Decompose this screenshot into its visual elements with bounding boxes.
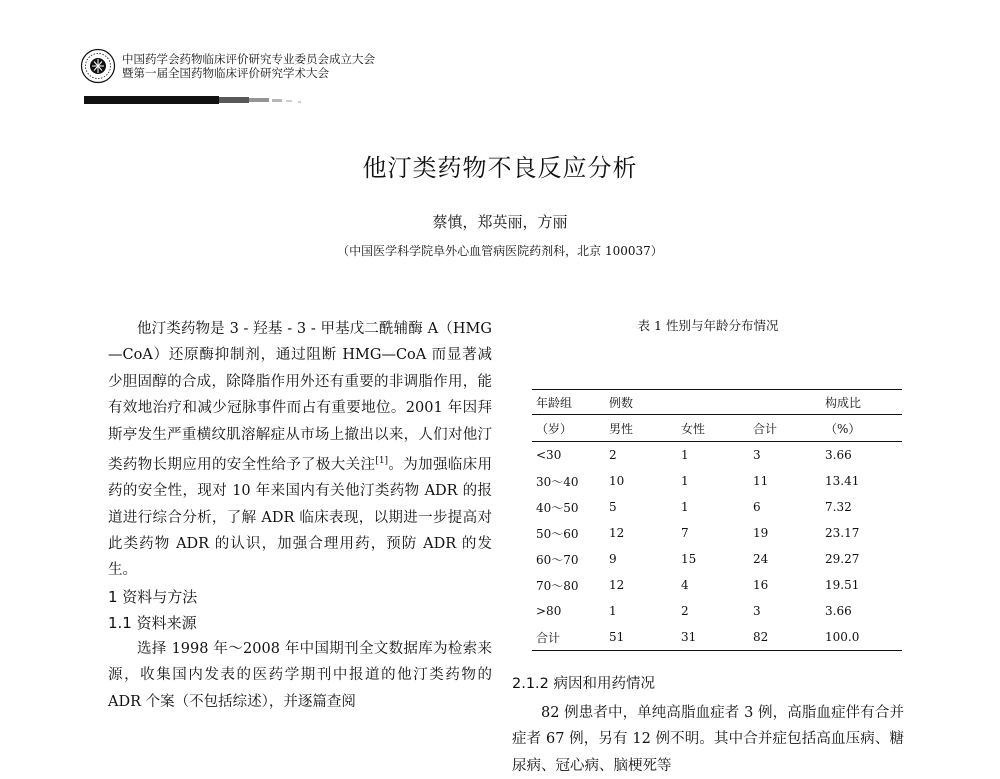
table-row bbox=[532, 468, 902, 494]
table-total-row bbox=[532, 624, 902, 651]
table-cell: 70～80 bbox=[536, 578, 579, 593]
table-cell: 合计 bbox=[532, 624, 609, 651]
table-cell: 29.27 bbox=[825, 552, 860, 566]
table-cell: 12 bbox=[609, 526, 625, 540]
table-cell: 9 bbox=[609, 552, 617, 566]
table-cell: 1 bbox=[681, 500, 689, 514]
intro-text: 他汀类药物是 3 - 羟基 - 3 - 甲基戊二酰辅酶 A（HMG—CoA）还原酶抑制剂，通过阻断 HMG—CoA 而显著减少胆固醇的合成，除降脂作用外还有重要的非调脂作用，能有效地治疗和减少冠脉事件而占有重要地位。2001 年因拜斯亭发生严重横纹肌溶解症从市场上撤出以来，人们对他汀类药物长期应用的安全性给予了极大关注 bbox=[108, 321, 492, 473]
sources-paragraph: 选择 1998 年～2008 年中国期刊全文数据库为检索来源，收集国内发表的医药学期刊中报道的他汀类药物的 ADR 个案（不包括综述），并逐篇查阅 bbox=[108, 640, 492, 710]
section-heading-2-1-2: 2.1.2 病因和用药情况 bbox=[512, 676, 656, 692]
table-cell: 7 bbox=[681, 526, 689, 540]
conference-title bbox=[122, 52, 502, 80]
table-cell: >80 bbox=[536, 604, 562, 618]
table-header-cell: 合计 bbox=[753, 415, 825, 442]
table-row bbox=[532, 520, 902, 546]
table-cell: 10 bbox=[609, 474, 625, 488]
etiology-paragraph: 82 例患者中，单纯高脂血症者 3 例，高脂血症伴有合并症者 67 例，另有 12 例不明。其中合并症包括高血压病、糖尿病、冠心病、脑梗死等 bbox=[512, 705, 904, 774]
table-cell: 11 bbox=[753, 474, 769, 488]
table-cell: 23.17 bbox=[825, 526, 860, 540]
table-row bbox=[532, 546, 902, 572]
conference-line-1: 中国药学会药物临床评价研究专业委员会成立大会 bbox=[122, 52, 375, 66]
table-cell: 30～40 bbox=[536, 474, 579, 489]
article-authors: 蔡慎，郑英丽，方丽 bbox=[432, 213, 568, 231]
table-header-cell: 年龄组 bbox=[532, 390, 609, 415]
age-sex-table bbox=[532, 389, 902, 651]
author-affiliation: （中国医学科学院阜外心血管病医院药剂科，北京 100037） bbox=[337, 244, 663, 258]
table-row bbox=[532, 442, 902, 469]
article-title: 他汀类药物不良反应分析 bbox=[362, 154, 638, 182]
table-cell: <30 bbox=[536, 448, 562, 462]
intro-text-end: 。为加强临床用药的安全性，现对 10 年来国内有关他汀类药物 ADR 的报道进行综合分析，了解 ADR 临床表现，以期进一步提高对此类药物 ADR 的认识，加强合理用药，预防 ADR 的发生。 bbox=[108, 456, 493, 579]
table-cell: 100.0 bbox=[825, 624, 902, 651]
table-cell: 50～60 bbox=[536, 526, 579, 541]
table-cell: 16 bbox=[753, 578, 769, 592]
table-cell: 2 bbox=[681, 604, 689, 618]
intro-paragraph bbox=[108, 316, 492, 584]
table-cell: 2 bbox=[609, 448, 617, 462]
table-header-cell: 男性 bbox=[609, 415, 681, 442]
decorative-bar bbox=[84, 96, 314, 105]
table-header-cell: 构成比 bbox=[825, 390, 902, 415]
table-cell: 19 bbox=[753, 526, 769, 540]
table-cell: 1 bbox=[681, 448, 689, 462]
table-cell: 15 bbox=[681, 552, 697, 566]
table-caption: 表 1 性别与年龄分布情况 bbox=[637, 318, 779, 333]
table-cell: 3 bbox=[753, 604, 761, 618]
table-cell: 12 bbox=[609, 578, 625, 592]
left-column bbox=[108, 316, 492, 715]
table-cell: 31 bbox=[681, 624, 753, 651]
table-cell: 4 bbox=[681, 578, 689, 592]
table-cell: 1 bbox=[609, 604, 617, 618]
table-row bbox=[532, 572, 902, 598]
society-seal-icon bbox=[80, 48, 116, 84]
table-cell: 3.66 bbox=[825, 448, 852, 462]
table-row bbox=[532, 598, 902, 624]
table-cell: 6 bbox=[753, 500, 761, 514]
table-header-row bbox=[532, 390, 902, 415]
table-cell: 19.51 bbox=[825, 578, 860, 592]
table-cell: 13.41 bbox=[825, 474, 860, 488]
table-subheader-row bbox=[532, 415, 902, 442]
conference-line-2: 暨第一届全国药物临床评价研究学术大会 bbox=[122, 66, 329, 80]
table-cell: 60～70 bbox=[536, 552, 579, 567]
table-cell: 7.32 bbox=[825, 500, 852, 514]
reference-marker[interactable]: [1] bbox=[375, 456, 389, 467]
section-heading-1-1: 1.1 资料来源 bbox=[108, 613, 197, 632]
table-header-cell: （岁） bbox=[532, 415, 609, 442]
table-cell: 51 bbox=[609, 624, 681, 651]
table-cell: 3.66 bbox=[825, 604, 852, 618]
table-cell: 1 bbox=[681, 474, 689, 488]
table-header-cell: （%） bbox=[825, 415, 902, 442]
table-header-cell: 例数 bbox=[609, 390, 825, 415]
table-row bbox=[532, 494, 902, 520]
table-cell: 3 bbox=[753, 448, 761, 462]
section-heading-1: 1 资料与方法 bbox=[108, 587, 198, 606]
table-cell: 24 bbox=[753, 552, 769, 566]
table-header-cell: 女性 bbox=[681, 415, 753, 442]
table-cell: 82 bbox=[753, 624, 825, 651]
table-cell: 40～50 bbox=[536, 500, 579, 515]
table-cell: 5 bbox=[609, 500, 617, 514]
